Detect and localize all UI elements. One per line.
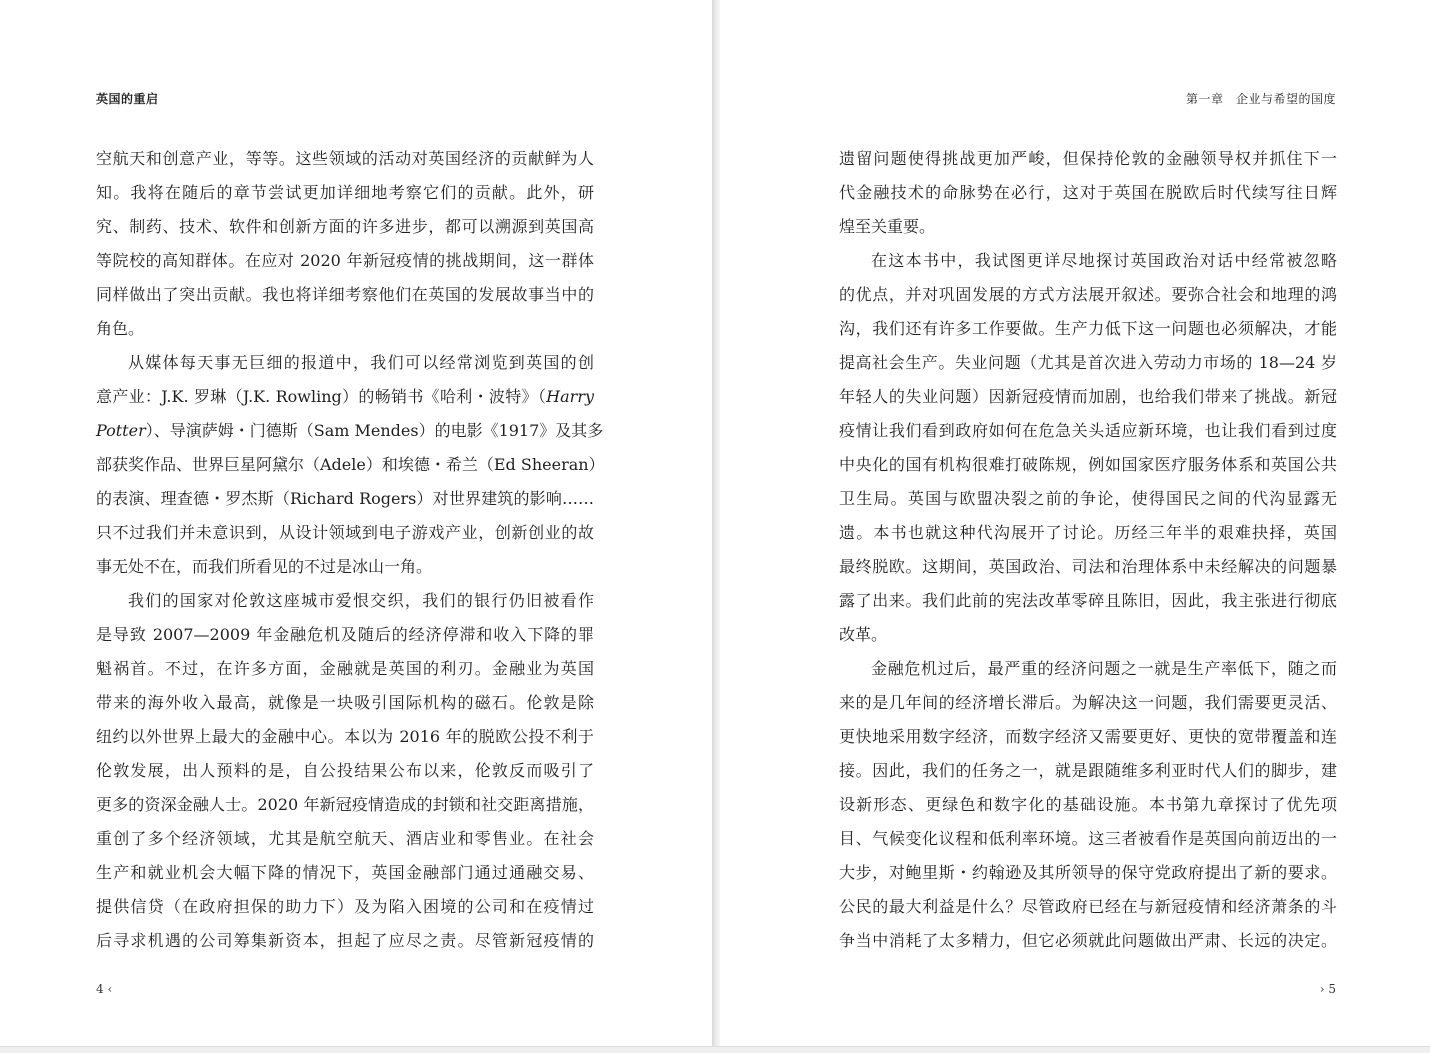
- text-line: [96, 210, 594, 244]
- line-text: 遗。本书也就这种代沟展开了讨论。历经三年半的艰难抉择，英国: [839, 523, 1337, 542]
- text-line: [839, 924, 1337, 958]
- line-text: 改革。: [839, 625, 888, 644]
- line-text: 从媒体每天事无巨细的报道中，我们可以经常浏览到英国的创: [128, 353, 594, 372]
- text-line: [96, 516, 594, 550]
- line-text: 只不过我们并未意识到，从设计领域到电子游戏产业，创新创业的故: [96, 523, 594, 542]
- right-page: [720, 0, 1430, 1046]
- text-line: [96, 720, 594, 754]
- text-line: [96, 482, 594, 516]
- text-line: [96, 346, 594, 380]
- text-line: [96, 142, 594, 176]
- line-text: 部获奖作品、世界巨星阿黛尔（Adele）和埃德・希兰（Ed Sheeran）: [96, 455, 605, 474]
- text-line: [839, 278, 1337, 312]
- line-text: 更快地采用数字经济，而数字经济又需要更好、更快的宽带覆盖和连: [839, 727, 1337, 746]
- text-line: [839, 210, 1337, 244]
- text-line: [839, 414, 1337, 448]
- text-line: [96, 380, 594, 414]
- text-line: [96, 584, 594, 618]
- line-text: 设新形态、更绿色和数字化的基础设施。本书第九章探讨了优先项: [839, 795, 1337, 814]
- line-text: 中央化的国有机构很难打破陈规，例如国家医疗服务体系和英国公共: [839, 455, 1337, 474]
- text-line: [839, 550, 1337, 584]
- line-text: 煌至关重要。: [839, 217, 936, 236]
- line-text: 目、气候变化议程和低利率环境。这三者被看作是英国向前迈出的一: [839, 829, 1337, 848]
- text-line: [839, 856, 1337, 890]
- text-line: [96, 686, 594, 720]
- left-running-head: 英国的重启: [96, 92, 159, 106]
- line-text: 卫生局。英国与欧盟决裂之前的争论，使得国民之间的代沟显露无: [839, 489, 1337, 508]
- line-text: 遗留问题使得挑战更加严峻，但保持伦敦的金融领导权并抓住下一: [839, 149, 1337, 168]
- line-text: 沟，我们还有许多工作要做。生产力低下这一问题也必须解决，才能: [839, 319, 1337, 338]
- text-line: [96, 856, 594, 890]
- text-line: [839, 346, 1337, 380]
- line-text: 重创了多个经济领域，尤其是航空航天、酒店业和零售业。在社会: [96, 829, 594, 848]
- right-running-head: 第一章 企业与希望的国度: [1185, 92, 1336, 106]
- text-line: [839, 890, 1337, 924]
- line-text: 事无处不在，而我们所看见的不过是冰山一角。: [96, 557, 433, 576]
- line-text: 来的是几年间的经济增长滞后。为解决这一问题，我们需要更灵活、: [839, 693, 1337, 712]
- text-line: [839, 754, 1337, 788]
- italic-text: Harry: [546, 387, 594, 406]
- text-line: [96, 312, 594, 346]
- left-page: [0, 0, 712, 1046]
- line-text: 后寻求机遇的公司筹集新资本，担起了应尽之责。尽管新冠疫情的: [96, 931, 594, 950]
- text-line: [96, 822, 594, 856]
- line-text: 露了出来。我们此前的宪法改革零碎且陈旧，因此，我主张进行彻底: [839, 591, 1337, 610]
- right-page-number: › 5: [1319, 982, 1336, 996]
- text-line: [96, 550, 594, 584]
- italic-text: Potter: [96, 421, 146, 440]
- text-line: [96, 890, 594, 924]
- line-text: 提供信贷（在政府担保的助力下）及为陷入困境的公司和在疫情过: [96, 897, 594, 916]
- line-text: 我们的国家对伦敦这座城市爱恨交织，我们的银行仍旧被看作: [128, 591, 594, 610]
- text-line: [96, 414, 604, 448]
- line-text: 的优点，并对巩固发展的方式方法展开叙述。要弥合社会和地理的鸿: [839, 285, 1337, 304]
- line-text: 疫情让我们看到政府如何在危急关头适应新环境，也让我们看到过度: [839, 421, 1337, 440]
- line-text: 伦敦发展，出人预料的是，自公投结果公布以来，伦敦反而吸引了: [96, 761, 594, 780]
- line-text: 争当中消耗了太多精力，但它必须就此问题做出严肃、长远的决定。: [839, 931, 1337, 950]
- text-line: [96, 788, 594, 822]
- line-text: 大步，对鲍里斯・约翰逊及其所领导的保守党政府提出了新的要求。: [839, 863, 1337, 882]
- text-line: [839, 448, 1337, 482]
- text-line: [839, 176, 1337, 210]
- text-line: [96, 244, 594, 278]
- left-page-number: 4 ‹: [96, 982, 113, 996]
- line-text: 魁祸首。不过，在许多方面，金融就是英国的利刃。金融业为英国: [96, 659, 594, 678]
- line-text: 的表演、理查德・罗杰斯（Richard Rogers）对世界建筑的影响……: [96, 489, 594, 508]
- line-text: ）、导演萨姆・门德斯（Sam Mendes）的电影《1917》及其多: [145, 421, 604, 440]
- line-text: 生产和就业机会大幅下降的情况下，英国金融部门通过通融交易、: [96, 863, 594, 882]
- line-text: 代金融技术的命脉势在必行，这对于英国在脱欧后时代续写往日辉: [839, 183, 1337, 202]
- text-line: [839, 380, 1337, 414]
- line-text: 知。我将在随后的章节尝试更加详细地考察它们的贡献。此外，研: [96, 183, 594, 202]
- line-text: 等院校的高知群体。在应对 2020 年新冠疫情的挑战期间，这一群体: [96, 251, 594, 270]
- line-text: 意产业：J.K. 罗琳（J.K. Rowling）的畅销书《哈利・波特》（: [96, 387, 547, 406]
- text-line: [96, 176, 594, 210]
- text-line: [96, 924, 594, 958]
- line-text: 空航天和创意产业，等等。这些领域的活动对英国经济的贡献鲜为人: [96, 149, 594, 168]
- line-text: 究、制药、技术、软件和创新方面的许多进步，都可以溯源到英国高: [96, 217, 594, 236]
- line-text: 公民的最大利益是什么？尽管政府已经在与新冠疫情和经济萧条的斗: [839, 897, 1337, 916]
- text-line: [839, 312, 1337, 346]
- line-text: 年轻人的失业问题）因新冠疫情而加剧，也给我们带来了挑战。新冠: [839, 387, 1337, 406]
- text-line: [839, 142, 1337, 176]
- text-line: [839, 686, 1337, 720]
- book-gutter: [712, 0, 720, 1046]
- text-line: [839, 482, 1337, 516]
- right-body-text: [839, 142, 1337, 958]
- line-text: 提高社会生产。失业问题（尤其是首次进入劳动力市场的 18—24 岁: [839, 353, 1337, 372]
- line-text: 最终脱欧。这期间，英国政治、司法和治理体系中未经解决的问题暴: [839, 557, 1337, 576]
- text-line: [839, 652, 1337, 686]
- text-line: [839, 516, 1337, 550]
- text-line: [839, 788, 1337, 822]
- text-line: [96, 754, 594, 788]
- line-text: 是导致 2007—2009 年金融危机及随后的经济停滞和收入下降的罪: [96, 625, 594, 644]
- line-text: 在这本书中，我试图更详尽地探讨英国政治对话中经常被忽略: [871, 251, 1337, 270]
- line-text: 更多的资深金融人士。2020 年新冠疫情造成的封锁和社交距离措施，: [96, 795, 594, 814]
- line-text: 接。因此，我们的任务之一，就是跟随维多利亚时代人们的脚步，建: [839, 761, 1337, 780]
- text-line: [96, 618, 594, 652]
- text-line: [839, 720, 1337, 754]
- text-line: [839, 244, 1337, 278]
- text-line: [96, 652, 594, 686]
- left-body-text: [96, 142, 605, 958]
- line-text: 带来的海外收入最高，就像是一块吸引国际机构的磁石。伦敦是除: [96, 693, 594, 712]
- line-text: 角色。: [96, 319, 145, 338]
- line-text: 金融危机过后，最严重的经济问题之一就是生产率低下，随之而: [871, 659, 1337, 678]
- text-line: [96, 278, 594, 312]
- text-line: [839, 584, 1337, 618]
- line-text: 同样做出了突出贡献。我也将详细考察他们在英国的发展故事当中的: [96, 285, 594, 304]
- line-text: 纽约以外世界上最大的金融中心。本以为 2016 年的脱欧公投不利于: [96, 727, 594, 746]
- text-line: [839, 618, 1337, 652]
- text-line: [839, 822, 1337, 856]
- text-line: [96, 448, 605, 482]
